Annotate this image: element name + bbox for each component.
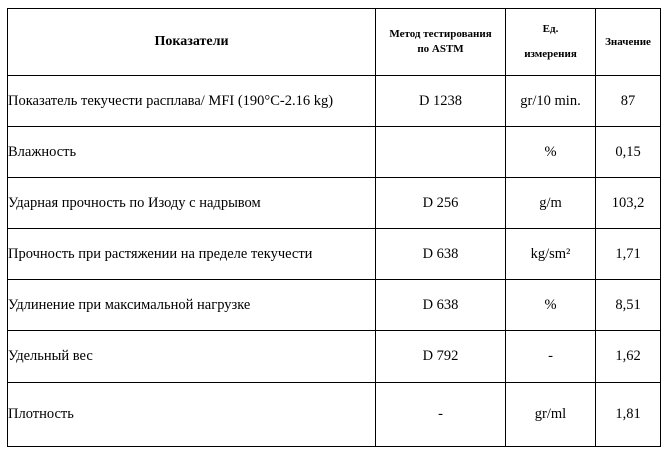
- header-unit-line1: Ед.: [542, 23, 559, 35]
- row-value: 1,71: [596, 229, 661, 280]
- row-indicator: Удельный вес: [8, 331, 376, 383]
- table-row: [8, 331, 661, 383]
- properties-table: [7, 8, 661, 447]
- row-method: D 638: [376, 229, 506, 280]
- table-row: [8, 178, 661, 229]
- row-value: 8,51: [596, 280, 661, 331]
- header-test-method-line2: по ASTM: [417, 43, 464, 55]
- table-header-row: [8, 9, 661, 76]
- row-value: 1,81: [596, 383, 661, 447]
- header-unit: [506, 9, 596, 76]
- table-row: [8, 229, 661, 280]
- header-value: Значение: [596, 9, 661, 76]
- table-row: [8, 127, 661, 178]
- table-row: [8, 280, 661, 331]
- table-row: [8, 383, 661, 447]
- header-test-method: [376, 9, 506, 76]
- row-indicator: Удлинение при максимальной нагрузке: [8, 280, 376, 331]
- row-unit: %: [506, 127, 596, 178]
- row-value: 103,2: [596, 178, 661, 229]
- row-method: D 792: [376, 331, 506, 383]
- header-unit-line2: измерения: [524, 48, 577, 60]
- row-indicator: Влажность: [8, 127, 376, 178]
- row-method: -: [376, 383, 506, 447]
- row-unit: gr/10 min.: [506, 76, 596, 127]
- row-indicator: Показатель текучести расплава/ MFI (190°C-2.16 kg): [8, 76, 376, 127]
- row-indicator: Плотность: [8, 383, 376, 447]
- row-unit: -: [506, 331, 596, 383]
- row-method: [376, 127, 506, 178]
- row-unit: %: [506, 280, 596, 331]
- row-method: D 1238: [376, 76, 506, 127]
- row-unit: gr/ml: [506, 383, 596, 447]
- row-value: 0,15: [596, 127, 661, 178]
- header-test-method-line1: Метод тестирования: [389, 28, 492, 40]
- row-value: 1,62: [596, 331, 661, 383]
- row-indicator: Прочность при растяжении на пределе текучести: [8, 229, 376, 280]
- table-row: [8, 76, 661, 127]
- row-method: D 256: [376, 178, 506, 229]
- header-indicator: Показатели: [8, 9, 376, 76]
- row-value: 87: [596, 76, 661, 127]
- row-unit: kg/sm²: [506, 229, 596, 280]
- row-indicator: Ударная прочность по Изоду с надрывом: [8, 178, 376, 229]
- row-unit: g/m: [506, 178, 596, 229]
- row-method: D 638: [376, 280, 506, 331]
